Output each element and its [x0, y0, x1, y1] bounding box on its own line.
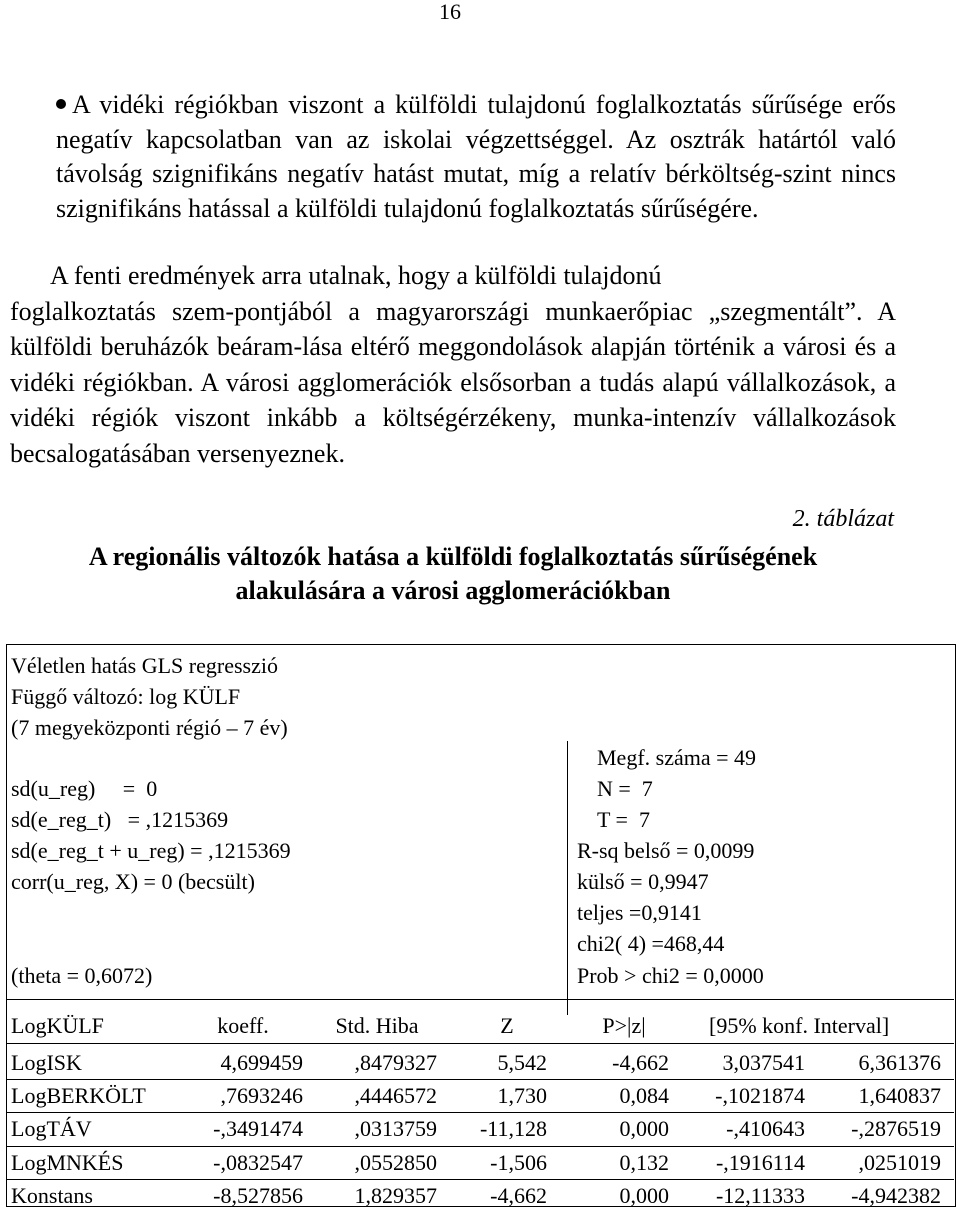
cell-ci-low: -12,11333 [715, 1182, 805, 1208]
cell-ci-low: 3,037541 [722, 1050, 805, 1075]
cell-z: 1,730 [497, 1083, 547, 1109]
col-header-std-err: Std. Hiba [335, 1013, 419, 1038]
cell-variable: LogBERKÖLT [11, 1083, 146, 1109]
cell-variable: Konstans [11, 1182, 93, 1208]
table-title [0, 540, 906, 608]
cell-ci-high: 1,640837 [858, 1083, 941, 1109]
bullet-paragraph-text: A vidéki régiókban viszont a külföldi tulajdonú foglalkoztatás sűrűsége erős negatív kapcsolatban van az iskolai végzettséggel. Az osztrák határtól való távolság szignifikáns negatív hatást mutat, míg a relatív bérköltség-szint nincs szignifikáns hatással a külföldi tulajdonú foglalkoztatás sűrűségére. [56, 90, 896, 223]
cell-ci-low: -,1916114 [715, 1149, 805, 1175]
cell-z: -4,662 [490, 1182, 547, 1208]
cell-z: -11,128 [479, 1116, 547, 1142]
cell-std-err: ,8479327 [354, 1050, 437, 1075]
stat-sd-u-reg: sd(u_reg) = 0 [11, 776, 158, 801]
cell-p: 0,000 [619, 1116, 669, 1142]
model-title: Véletlen hatás GLS regresszió [11, 653, 278, 678]
page-number: 16 [439, 0, 461, 24]
dependent-variable: Függő változó: log KÜLF [11, 684, 241, 709]
cell-p: 0,132 [619, 1149, 669, 1175]
body-paragraph-first-line: A fenti eredmények arra utalnak, hogy a külföldi tulajdonú [50, 261, 662, 290]
body-paragraph-text: foglalkoztatás szem-pontjából a magyarországi munkaerőpiac „szegmentált”. A külföldi beruházók beáram-lása eltérő meggondolások alapján történik a városi és a vidéki régiókban. A városi agglomerációk elsősorban a tudás alapú vállalkozások, a vidéki régiók viszont inkább a költségérzékeny, munka-intenzív vállalkozások becsalogatásában versenyeznek. [10, 296, 896, 468]
cell-coef: -8,527856 [213, 1182, 303, 1208]
cell-ci-low: -,1021874 [715, 1083, 805, 1109]
regression-table [6, 644, 956, 1207]
table-title-line-2: alakulására a városi agglomerációkban [235, 576, 671, 605]
cell-z: -1,506 [490, 1149, 547, 1175]
stat-theta: (theta = 0,6072) [11, 963, 153, 988]
row-rule [7, 1146, 954, 1147]
cell-std-err: ,0313759 [354, 1116, 437, 1142]
stat-rsq-between: külső = 0,9947 [577, 869, 709, 894]
cell-coef: 4,699459 [220, 1050, 303, 1075]
stat-corr: corr(u_reg, X) = 0 (becsült) [11, 869, 255, 894]
bullet-paragraph [56, 88, 896, 226]
stats-divider-lower [567, 999, 568, 1015]
cell-variable: LogISK [11, 1050, 82, 1075]
cell-z: 5,542 [497, 1050, 547, 1075]
stat-prob: Prob > chi2 = 0,0000 [577, 963, 764, 988]
cell-std-err: ,4446572 [354, 1083, 437, 1109]
cell-coef: ,7693246 [220, 1083, 303, 1109]
cell-variable: LogMNKÉS [11, 1149, 124, 1175]
row-rule [7, 1079, 954, 1080]
cell-ci-high: -,2876519 [851, 1116, 941, 1142]
cell-p: -4,662 [612, 1050, 669, 1075]
cell-coef: -,3491474 [213, 1116, 303, 1142]
stats-bottom-rule [7, 999, 954, 1000]
table-number: 2. táblázat [792, 506, 894, 532]
col-header-z: Z [500, 1013, 514, 1038]
cell-ci-low: -,410643 [726, 1116, 805, 1142]
col-header-ci: [95% konf. Interval] [709, 1013, 890, 1038]
body-paragraph [10, 258, 896, 472]
stat-sd-sum: sd(e_reg_t + u_reg) = ,1215369 [11, 838, 291, 863]
stat-chi2: chi2( 4) =468,44 [577, 931, 725, 956]
cell-coef: -,0832547 [213, 1149, 303, 1175]
stats-divider [567, 741, 568, 1015]
stat-n-obs: Megf. száma = 49 [597, 745, 757, 770]
row-rule [7, 1179, 954, 1180]
cell-std-err: ,0552850 [354, 1149, 437, 1175]
cell-variable: LogTÁV [11, 1116, 92, 1142]
stat-rsq-within: R-sq belső = 0,0099 [577, 838, 755, 863]
cell-p: 0,000 [619, 1182, 669, 1208]
col-header-p: P>|z| [602, 1013, 646, 1038]
cell-ci-high: ,0251019 [858, 1149, 941, 1175]
cell-p: 0,084 [619, 1083, 669, 1109]
stat-sd-e-reg-t: sd(e_reg_t) = ,1215369 [11, 807, 229, 832]
cell-ci-high: -4,942382 [851, 1182, 941, 1208]
col-header-variable: LogKÜLF [11, 1013, 104, 1038]
sample-description: (7 megyeközponti régió – 7 év) [11, 715, 288, 740]
column-header-rule [7, 1043, 954, 1044]
stat-rsq-overall: teljes =0,9141 [577, 900, 702, 925]
stat-n: N = 7 [597, 776, 653, 801]
stat-t: T = 7 [597, 807, 650, 832]
cell-ci-high: 6,361376 [858, 1050, 941, 1075]
table-title-line-1: A regionális változók hatása a külföldi foglalkoztatás sűrűségének [88, 542, 818, 571]
col-header-coef: koeff. [217, 1013, 269, 1038]
bullet-icon [56, 99, 66, 109]
cell-std-err: 1,829357 [354, 1182, 437, 1208]
row-rule [7, 1112, 954, 1113]
